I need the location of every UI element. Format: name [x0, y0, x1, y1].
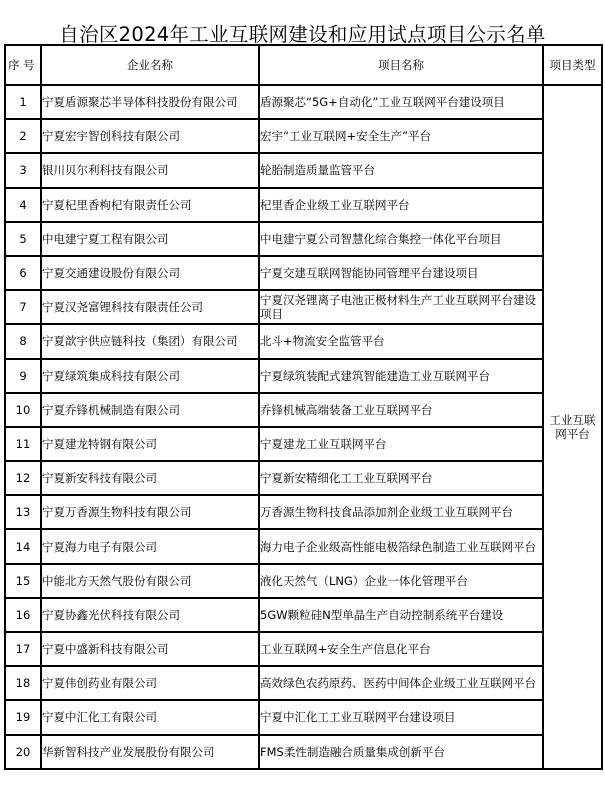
header-project-name: 项目名称	[259, 45, 543, 85]
table-row	[5, 256, 602, 290]
table-row	[5, 188, 602, 222]
company-name-cell: 宁夏乔锋机械制造有限公司	[41, 393, 259, 427]
project-name-cell: 中电建宁夏公司智慧化综合集控一体化平台项目	[259, 222, 543, 256]
table-body	[5, 85, 602, 769]
serial-number-cell: 16	[5, 598, 41, 632]
company-name-cell: 银川贝尔利科技有限公司	[41, 153, 259, 187]
table-row	[5, 564, 602, 598]
table-row	[5, 222, 602, 256]
table-row	[5, 529, 602, 563]
serial-number-cell: 4	[5, 188, 41, 222]
project-name-cell: 乔锋机械高端装备工业互联网平台	[259, 393, 543, 427]
company-name-cell: 宁夏中盛新科技有限公司	[41, 632, 259, 666]
serial-number-cell: 5	[5, 222, 41, 256]
serial-number-cell: 15	[5, 564, 41, 598]
serial-number-cell: 12	[5, 461, 41, 495]
serial-number-cell: 14	[5, 529, 41, 563]
serial-number-cell: 7	[5, 290, 41, 324]
serial-number-cell: 13	[5, 495, 41, 529]
company-name-cell: 宁夏宏宇智创科技有限公司	[41, 119, 259, 153]
header-serial-number: 序 号	[5, 45, 41, 85]
table-row	[5, 359, 602, 393]
serial-number-cell: 3	[5, 153, 41, 187]
table-header	[5, 45, 602, 85]
table-row	[5, 427, 602, 461]
table-row	[5, 324, 602, 358]
table-row	[5, 461, 602, 495]
company-name-cell: 宁夏歆宇供应链科技（集团）有限公司	[41, 324, 259, 358]
company-name-cell: 宁夏交通建设股份有限公司	[41, 256, 259, 290]
company-name-cell: 宁夏万香源生物科技有限公司	[41, 495, 259, 529]
table-row	[5, 700, 602, 734]
header-row	[5, 45, 602, 85]
project-name-cell: 宁夏中汇化工工业互联网平台建设项目	[259, 700, 543, 734]
project-name-cell: 海力电子企业级高性能电极箔绿色制造工业互联网平台	[259, 529, 543, 563]
project-name-cell: 宁夏绿筑装配式建筑智能建造工业互联网平台	[259, 359, 543, 393]
project-name-cell: 高效绿色农药原药、医药中间体企业级工业互联网平台	[259, 666, 543, 700]
table-row	[5, 119, 602, 153]
serial-number-cell: 9	[5, 359, 41, 393]
project-name-cell: 液化天然气（LNG）企业一体化管理平台	[259, 564, 543, 598]
table-row	[5, 632, 602, 666]
company-name-cell: 宁夏杞里香枸杞有限责任公司	[41, 188, 259, 222]
table-row	[5, 495, 602, 529]
company-name-cell: 中能北方天然气股份有限公司	[41, 564, 259, 598]
company-name-cell: 宁夏盾源聚芯半导体科技股份有限公司	[41, 85, 259, 119]
project-type-merged-cell: 工业互联网平台	[543, 85, 602, 769]
serial-number-cell: 19	[5, 700, 41, 734]
company-name-cell: 宁夏协鑫光伏科技有限公司	[41, 598, 259, 632]
serial-number-cell: 6	[5, 256, 41, 290]
table-row	[5, 598, 602, 632]
table-row	[5, 290, 602, 324]
project-name-cell: 宏宇“工业互联网+安全生产”平台	[259, 119, 543, 153]
serial-number-cell: 18	[5, 666, 41, 700]
project-name-cell: 宁夏建龙工业互联网平台	[259, 427, 543, 461]
company-name-cell: 中电建宁夏工程有限公司	[41, 222, 259, 256]
company-name-cell: 宁夏海力电子有限公司	[41, 529, 259, 563]
company-name-cell: 宁夏伟创药业有限公司	[41, 666, 259, 700]
header-project-type: 项目类型	[543, 45, 602, 85]
table-row	[5, 153, 602, 187]
project-name-cell: 盾源聚芯“5G+自动化”工业互联网平台建设项目	[259, 85, 543, 119]
table-row	[5, 393, 602, 427]
header-company-name: 企业名称	[41, 45, 259, 85]
project-name-cell: 杞里香企业级工业互联网平台	[259, 188, 543, 222]
project-list-table	[4, 44, 603, 770]
project-name-cell: 轮胎制造质量监管平台	[259, 153, 543, 187]
document-title: 自治区2024年工业互联网建设和应用试点项目公示名单	[59, 23, 546, 47]
project-name-cell: 5GW颗粒硅N型单晶生产自动控制系统平台建设	[259, 598, 543, 632]
project-name-cell: 宁夏交建互联网智能协同管理平台建设项目	[259, 256, 543, 290]
serial-number-cell: 2	[5, 119, 41, 153]
serial-number-cell: 11	[5, 427, 41, 461]
project-name-cell: FMS柔性制造融合质量集成创新平台	[259, 735, 543, 769]
project-name-cell: 北斗+物流安全监管平台	[259, 324, 543, 358]
company-name-cell: 宁夏绿筑集成科技有限公司	[41, 359, 259, 393]
project-name-cell: 宁夏新安精细化工工业互联网平台	[259, 461, 543, 495]
table-row	[5, 85, 602, 119]
serial-number-cell: 20	[5, 735, 41, 769]
company-name-cell: 宁夏新安科技有限公司	[41, 461, 259, 495]
table-row	[5, 735, 602, 769]
project-name-cell: 万香源生物科技食品添加剂企业级工业互联网平台	[259, 495, 543, 529]
project-name-cell: 宁夏汉尧锂离子电池正极材料生产工业互联网平台建设项目	[259, 290, 543, 324]
project-name-cell: 工业互联网+安全生产信息化平台	[259, 632, 543, 666]
serial-number-cell: 1	[5, 85, 41, 119]
company-name-cell: 宁夏汉尧富锂科技有限责任公司	[41, 290, 259, 324]
serial-number-cell: 10	[5, 393, 41, 427]
table-row	[5, 666, 602, 700]
company-name-cell: 华新智科技产业发展股份有限公司	[41, 735, 259, 769]
company-name-cell: 宁夏中汇化工有限公司	[41, 700, 259, 734]
company-name-cell: 宁夏建龙特钢有限公司	[41, 427, 259, 461]
serial-number-cell: 8	[5, 324, 41, 358]
serial-number-cell: 17	[5, 632, 41, 666]
